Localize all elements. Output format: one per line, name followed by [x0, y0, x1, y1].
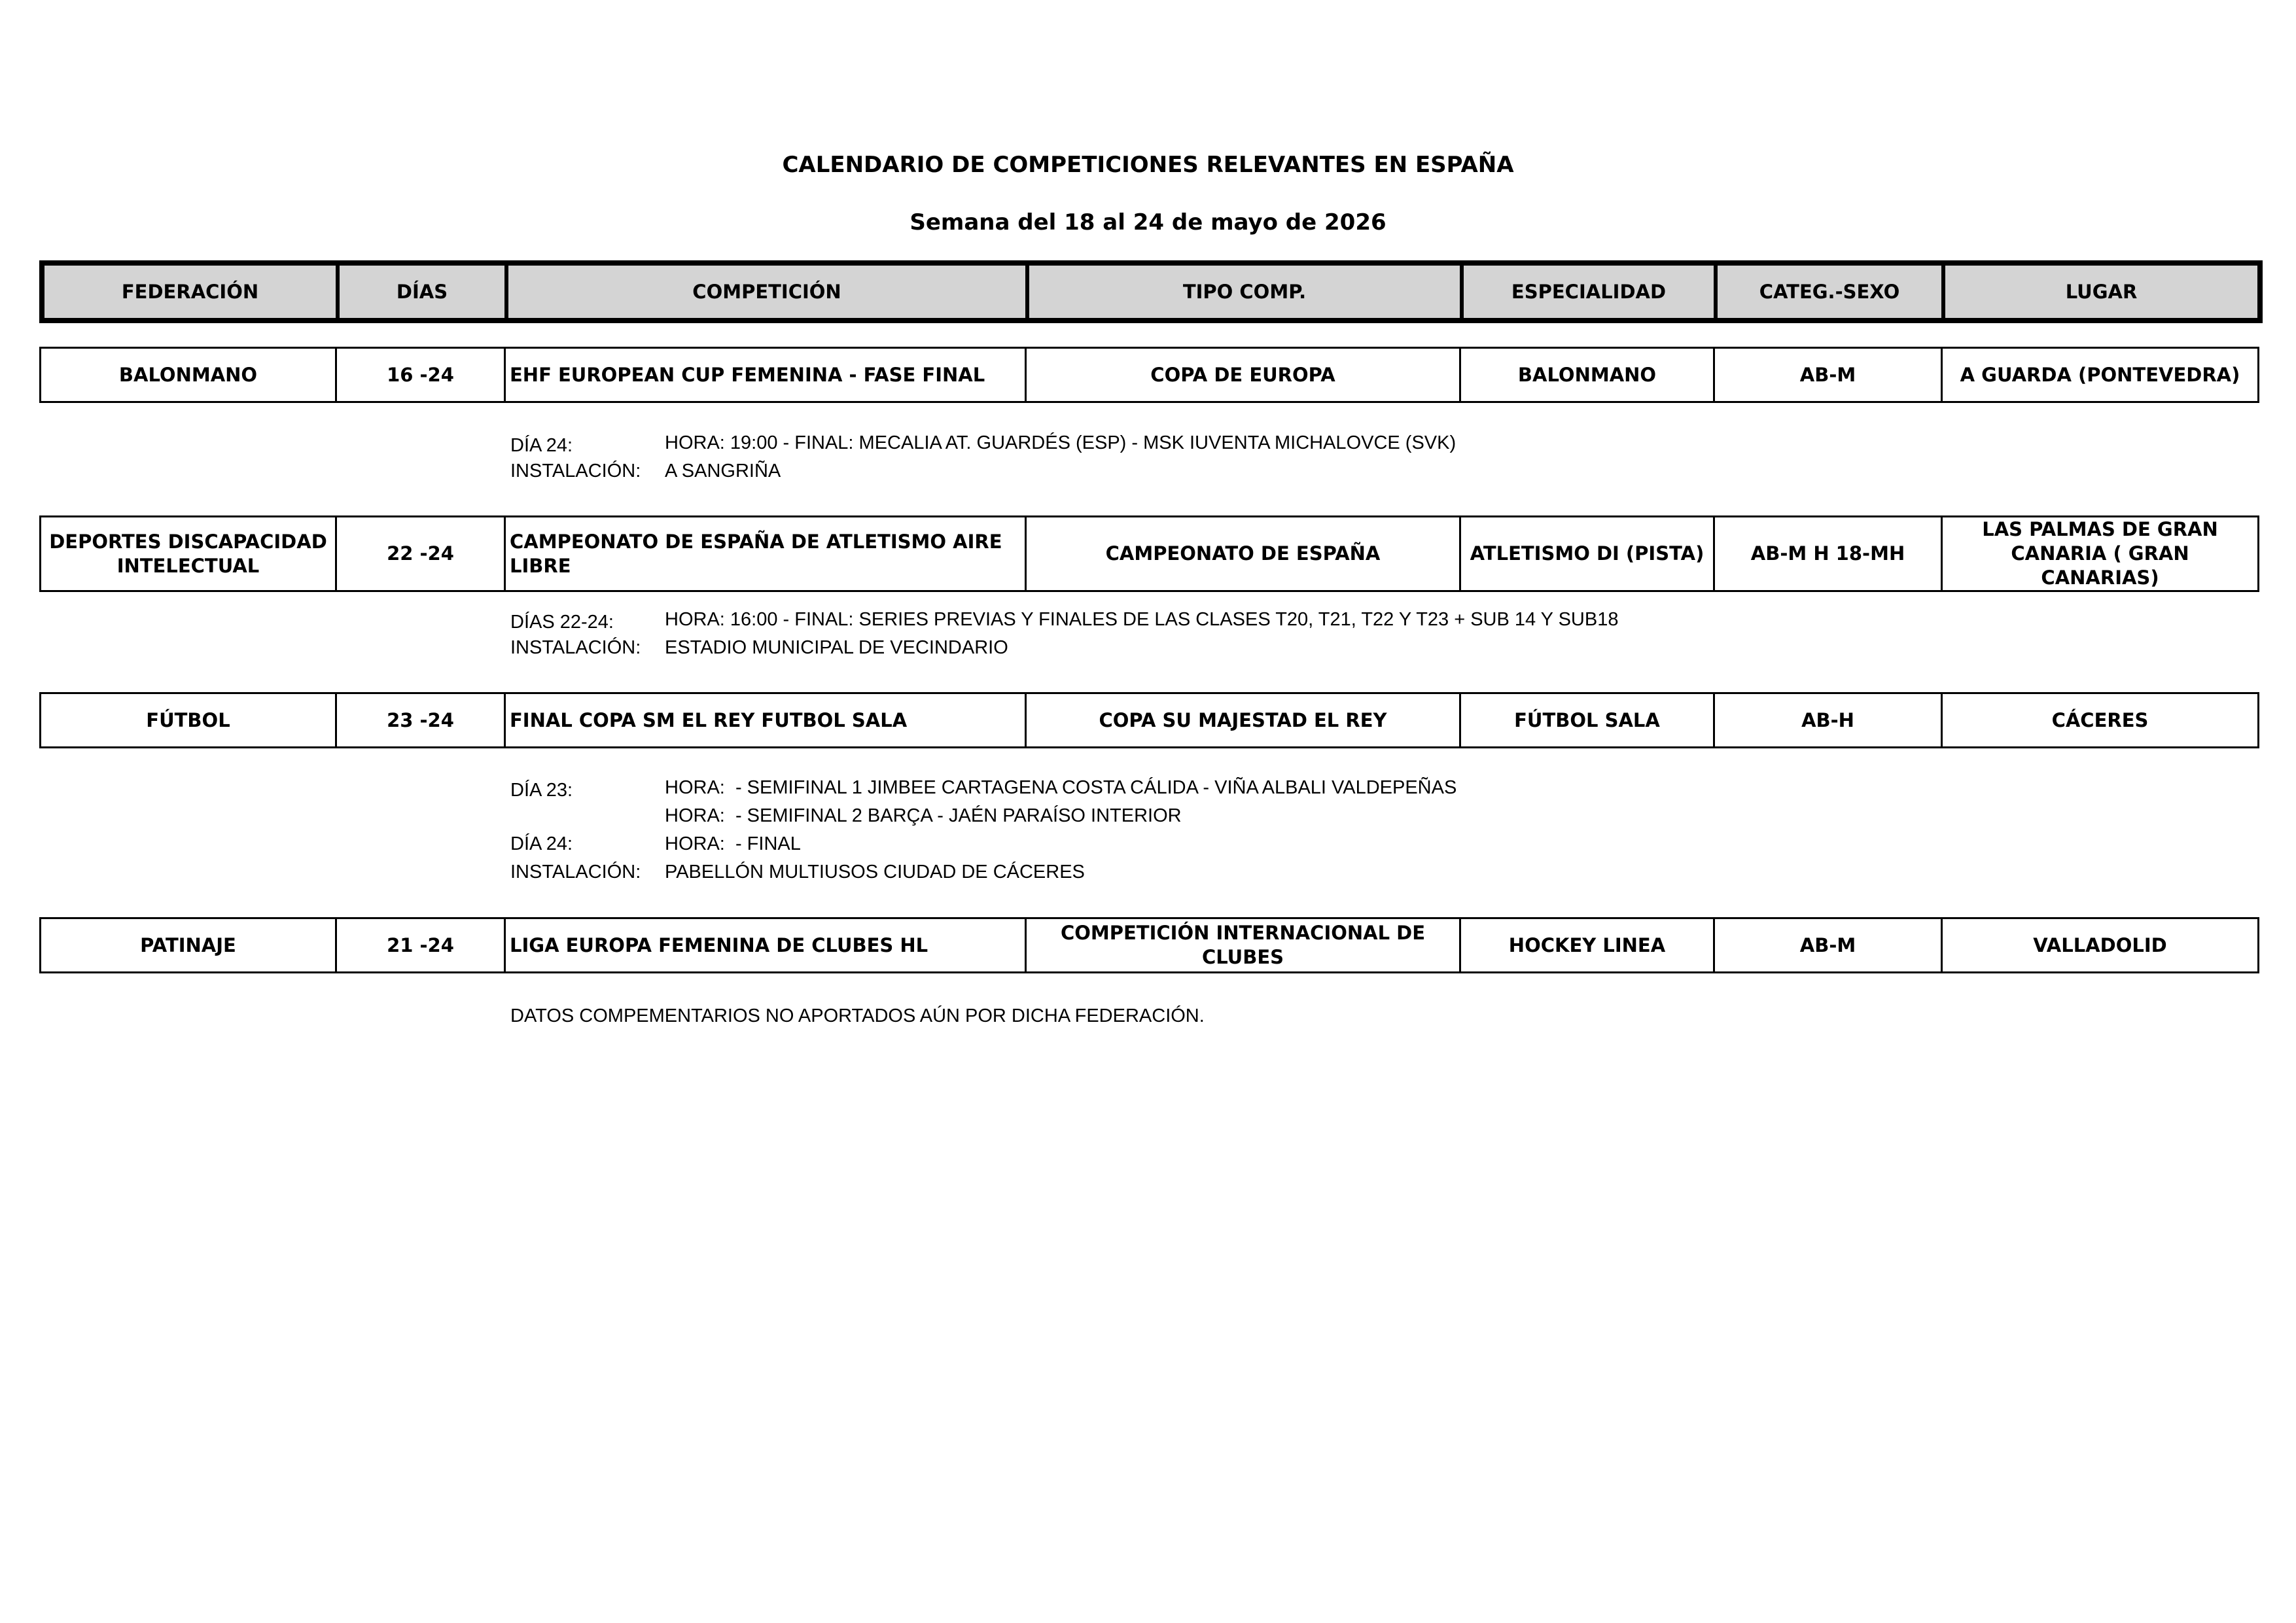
detail-value: PABELLÓN MULTIUSOS CIUDAD DE CÁCERES [665, 862, 1085, 882]
detail-value: A SANGRIÑA [665, 461, 781, 481]
header-federacion: FEDERACIÓN [42, 263, 338, 321]
event-competicion: CAMPEONATO DE ESPAÑA DE ATLETISMO AIRE LIBRE [505, 517, 1026, 591]
detail-row [510, 802, 1457, 830]
detail-row [510, 457, 1456, 485]
header-tipo: TIPO COMP. [1027, 263, 1462, 321]
detail-value: DATOS COMPEMENTARIOS NO APORTADOS AÚN POR DICHA FEDERACIÓN. [510, 1005, 1205, 1026]
event-categ: AB-M [1714, 918, 1942, 973]
header-categ: CATEG.-SEXO [1716, 263, 1943, 321]
event-tipo: CAMPEONATO DE ESPAÑA [1026, 517, 1460, 591]
detail-value: HORA: - SEMIFINAL 2 BARÇA - JAÉN PARAÍSO INTERIOR [665, 805, 1182, 826]
event-row [39, 347, 2259, 403]
table-header [39, 260, 2263, 323]
event-dias: 22 -24 [336, 517, 505, 591]
event-details [510, 774, 1457, 886]
event-categ: AB-M [1714, 348, 1942, 402]
event-especialidad: BALONMANO [1460, 348, 1714, 402]
event-lugar: VALLADOLID [1942, 918, 2259, 973]
event-especialidad: ATLETISMO DI (PISTA) [1460, 517, 1714, 591]
event-competicion: EHF EUROPEAN CUP FEMENINA - FASE FINAL [505, 348, 1026, 402]
event-lugar: CÁCERES [1942, 693, 2259, 748]
detail-row [510, 858, 1457, 886]
event-row [39, 917, 2259, 973]
header-especialidad: ESPECIALIDAD [1462, 263, 1716, 321]
detail-label: DÍAS 22-24: [510, 612, 614, 633]
detail-value: HORA: 16:00 - FINAL: SERIES PREVIAS Y FINALES DE LAS CLASES T20, T21, T22 Y T23 + SUB 14 Y SUB18 [665, 609, 1619, 630]
event-row [39, 692, 2259, 748]
detail-row [510, 634, 1618, 662]
detail-value: HORA: 19:00 - FINAL: MECALIA AT. GUARDÉS (ESP) - MSK IUVENTA MICHALOVCE (SVK) [665, 432, 1457, 453]
detail-label: INSTALACIÓN: [510, 862, 641, 882]
event-lugar: A GUARDA (PONTEVEDRA) [1942, 348, 2259, 402]
event-details [510, 429, 1456, 485]
event-tipo: COMPETICIÓN INTERNACIONAL DE CLUBES [1026, 918, 1460, 973]
header-competicion: COMPETICIÓN [506, 263, 1027, 321]
detail-label: DÍA 24: [510, 435, 573, 456]
detail-row [510, 1002, 1205, 1030]
event-federacion: PATINAJE [41, 918, 336, 973]
event-tipo: COPA SU MAJESTAD EL REY [1026, 693, 1460, 748]
event-dias: 16 -24 [336, 348, 505, 402]
detail-value: HORA: - FINAL [665, 833, 801, 854]
detail-label [510, 802, 665, 830]
event-details [510, 1002, 1205, 1030]
detail-value: ESTADIO MUNICIPAL DE VECINDARIO [665, 637, 1008, 658]
event-competicion: LIGA EUROPA FEMENINA DE CLUBES HL [505, 918, 1026, 973]
event-especialidad: HOCKEY LINEA [1460, 918, 1714, 973]
page-subtitle: Semana del 18 al 24 de mayo de 2026 [910, 209, 1386, 236]
event-dias: 21 -24 [336, 918, 505, 973]
detail-row [510, 429, 1456, 457]
detail-row [510, 774, 1457, 802]
event-lugar: LAS PALMAS DE GRAN CANARIA ( GRAN CANARIAS) [1942, 517, 2259, 591]
header-lugar: LUGAR [1943, 263, 2260, 321]
event-federacion: DEPORTES DISCAPACIDAD INTELECTUAL [41, 517, 336, 591]
event-categ: AB-H [1714, 693, 1942, 748]
event-categ: AB-M H 18-MH [1714, 517, 1942, 591]
event-federacion: BALONMANO [41, 348, 336, 402]
detail-label: INSTALACIÓN: [510, 637, 641, 658]
detail-label: DÍA 24: [510, 833, 573, 854]
event-federacion: FÚTBOL [41, 693, 336, 748]
detail-label: DÍA 23: [510, 780, 573, 801]
header-dias: DÍAS [338, 263, 506, 321]
event-row [39, 515, 2259, 592]
detail-row [510, 606, 1618, 634]
event-dias: 23 -24 [336, 693, 505, 748]
event-especialidad: FÚTBOL SALA [1460, 693, 1714, 748]
detail-row [510, 830, 1457, 858]
event-tipo: COPA DE EUROPA [1026, 348, 1460, 402]
detail-value: HORA: - SEMIFINAL 1 JIMBEE CARTAGENA COSTA CÁLIDA - VIÑA ALBALI VALDEPEÑAS [665, 777, 1457, 798]
event-details [510, 606, 1618, 662]
event-competicion: FINAL COPA SM EL REY FUTBOL SALA [505, 693, 1026, 748]
page-title: CALENDARIO DE COMPETICIONES RELEVANTES EN ESPAÑA [782, 152, 1514, 178]
detail-label: INSTALACIÓN: [510, 461, 641, 481]
